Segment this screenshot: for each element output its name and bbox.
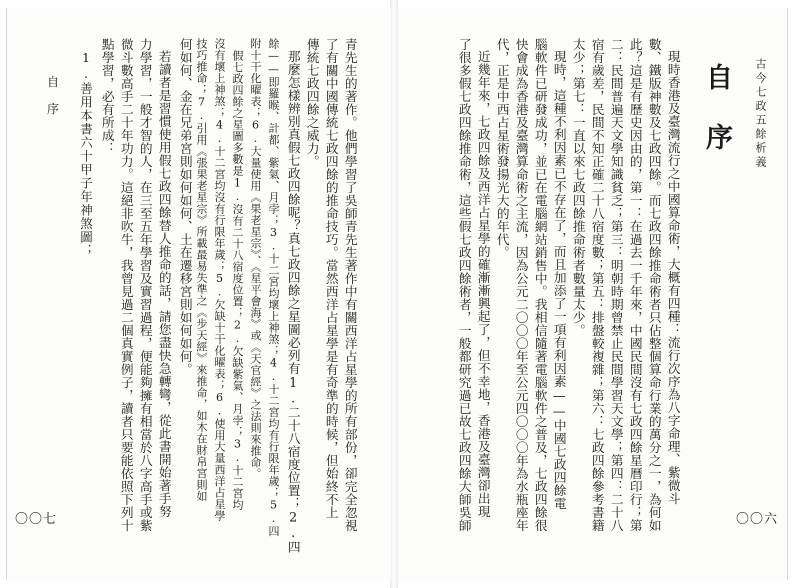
book-gutter <box>390 0 398 588</box>
title-char-1: 自 <box>701 63 732 90</box>
page-left <box>6 8 391 580</box>
body-column: 近幾年來，七政四餘及西洋占星學的確漸漸興起了，但不幸地，香港及臺灣卻出現 <box>475 50 491 518</box>
body-column: 了很多假七政四餘推命術，這些假七政四餘術者，一般都研究過已故七政四餘大師吳師 <box>456 38 472 532</box>
body-column: 二：民間普遍天文學知識貧乏；第三：明朝時期曾禁止民間學習天文學；第四：二十八 <box>608 38 624 532</box>
page-number-left: 〇〇七 <box>15 512 58 527</box>
body-column: 腦軟件已研發成功，並已在電腦網站銷售中。我相信隨著電腦軟件之普及，七政四餘很 <box>532 38 548 532</box>
side-mark: 序 <box>47 102 60 116</box>
body-column: 代，正是中西占星術發揚光大的年代。 <box>494 38 510 259</box>
body-column: 宿有歲差，民間不知正確二十八宿度數；第五：排盤較複雜；第六：七政四餘參考書籍 <box>589 38 605 532</box>
body-column: 太少；第七：一直以來七政四餘推命術者數量太少。 <box>570 38 586 337</box>
title-char-2: 序 <box>701 123 732 150</box>
body-column: 何如何、金在兄弟宮則如何如何、土在遷移宮則如何如何。 <box>177 38 193 376</box>
body-column: 現時，這種不利因素已不存在了，而且加添了一項有利因素——中國七政四餘電 <box>551 50 567 510</box>
body-column: 了有關中國傳統七政四餘的推命技巧。當然西洋占星學是有奇準的時候，但始終不上 <box>323 38 339 519</box>
body-column: 傳統七政四餘之威力。 <box>304 38 320 168</box>
body-column: 餘——即羅睺、計都、紫氣、月孛；3.十二宮均壞上神煞；4.十二宮均有行限年歲；5.四 <box>267 38 280 537</box>
body-column: 那麼怎樣辨別真假七政四餘呢？真七政四餘之星圖必列有1.二十八宿度位置；2.四 <box>285 50 301 554</box>
page-number-right: 〇〇六 <box>736 512 779 527</box>
body-column: 微斗數高手二十年功力。這絕非吹牛，我曾見過二個真實例子，讀者只要能依照下列十 <box>118 38 134 532</box>
body-column: 技巧推命；7.引用《張果老星宗》所載最易失準之《步天經》來推命，如木在財帛宮則如 <box>195 38 208 502</box>
body-column: 此？這是有歷史因由的，第一：在過去一千年來，中國民間沒有七政四餘星曆印行；第 <box>627 38 643 532</box>
side-mark: 自 <box>47 75 60 89</box>
running-head: 古今七政五餘析義 <box>754 58 767 170</box>
body-column: 沒有壞上神煞；4.十二宮均沒有行限年歲；5.欠缺十干化曜表；6.使用大量西洋占星學 <box>213 38 226 522</box>
body-column: 附十干化曜表；6.大量使用《果老星宗》、《星平會海》或《天官經》之法則來推命。 <box>249 38 262 480</box>
body-column: 點學習，必有所成： <box>99 38 115 155</box>
page-right <box>398 8 788 580</box>
reference-item: 1.善用本書六十甲子年神煞圖； <box>78 50 94 258</box>
body-column: 假七政四餘之星圖多數是1.沒有二十八宿度位置；2.欠缺紫氣、月孛；3.十二宮均 <box>231 50 244 511</box>
body-column: 現時香港及臺灣流行之中國算命術，大概有四種：流行次序為八字命理、紫微斗 <box>665 50 681 505</box>
body-column: 快會成為香港及臺灣算命術之主流，因為公元二〇〇〇年至公元四〇〇〇年為水瓶座年 <box>513 38 529 532</box>
body-column: 力學習，一般才智的人，在三至五年學習及實習過程，便能夠擁有相當於八字高手或紫 <box>137 38 153 532</box>
body-column: 若讀者是習慣使用假七政四餘替人推命的話，請您盡快急轉彎，從此書開始著手努 <box>156 50 172 518</box>
body-column: 數、鐵版神數及七政四餘。而七政四餘推命術者只佔整個算命行業的萬分之一，為何如 <box>646 38 662 532</box>
body-column: 青先生的著作。他們學習了吳師青先生著作中有關西洋占星學的所有部份，卻完全忽視 <box>342 38 358 532</box>
